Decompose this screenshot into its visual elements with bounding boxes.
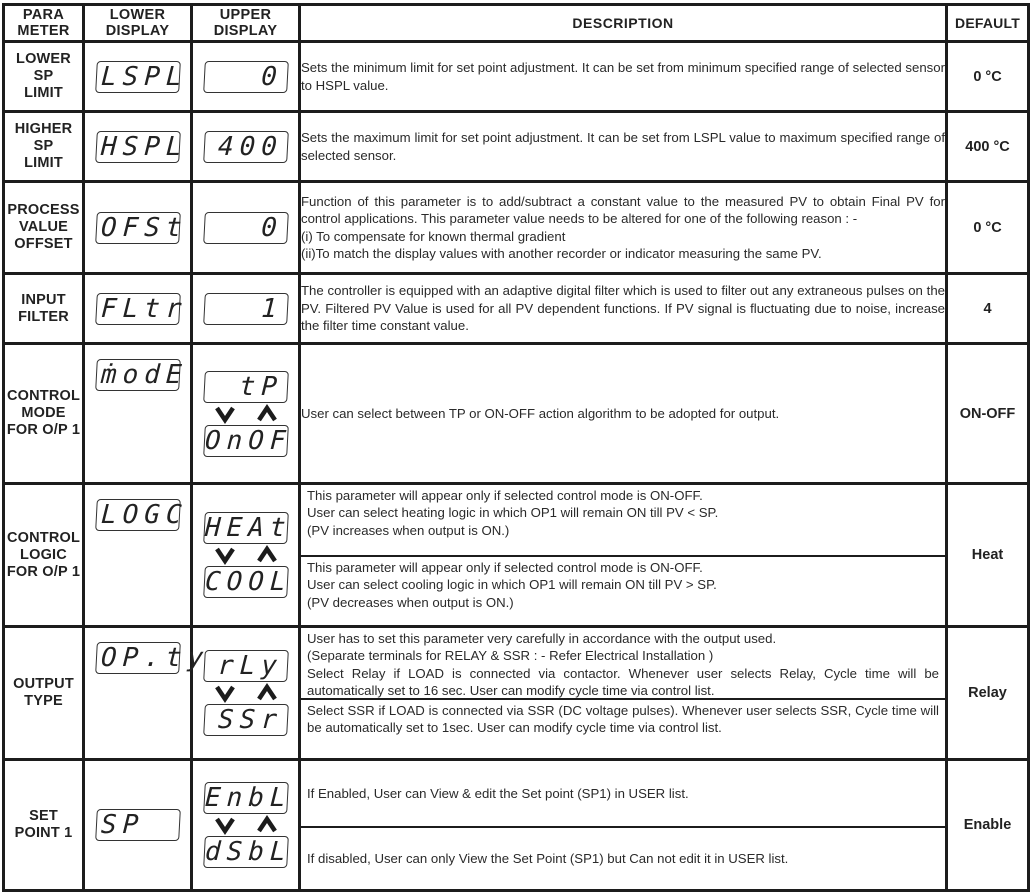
- header-default: DEFAULT: [947, 5, 1029, 42]
- upper-display-lcd: 1: [203, 293, 289, 325]
- parameter-name-line: SET: [29, 808, 58, 824]
- default-value: 0 °C: [947, 42, 1029, 112]
- description-text: Sets the minimum limit for set point adjustment. It can be set from minimum specified range of selected sensor to HSPL value.: [301, 60, 945, 93]
- parameter-row: [4, 484, 1029, 627]
- parameter-table: [2, 3, 1030, 892]
- header-row: [4, 5, 1029, 42]
- parameter-row: [4, 627, 1029, 760]
- parameter-name: [4, 182, 84, 274]
- lower-display-cell: [84, 112, 192, 182]
- upper-display-option-lcd: HEAt: [203, 513, 292, 543]
- parameter-name-line: OFFSET: [14, 236, 73, 252]
- description-text: Select SSR if LOAD is connected via SSR (DC voltage pulses). Whenever user selects SSR, Cycle time will be automatically set to 1sec. User can modify cycle time via control list.: [307, 703, 939, 736]
- description-text: (ii)To match the display values with another recorder or indicator measuring the same PV.: [301, 245, 822, 261]
- scroll-arrows: [216, 682, 276, 704]
- parameter-row: [4, 760, 1029, 891]
- parameter-name-line: FOR O/P 1: [6, 563, 81, 580]
- parameter-name-line: SP: [33, 138, 54, 154]
- upper-display-option-lcd: dSbL: [203, 837, 292, 867]
- parameter-name: [4, 627, 84, 760]
- lower-display-cell: [84, 344, 192, 484]
- lower-display-cell: [84, 760, 192, 891]
- description-text: Function of this parameter is to add/subtract a constant value to the measured PV to obtain Final PV for control applications. This parameter value needs to be altered for one of the following reason : -: [301, 193, 945, 227]
- header-lower-display: LOWER DISPLAY: [84, 5, 192, 42]
- lower-display-lcd: HSPL: [95, 131, 181, 163]
- description-text: This parameter will appear only if selected control mode is ON-OFF.: [307, 488, 703, 503]
- parameter-row: [4, 182, 1029, 274]
- description-option: [301, 761, 945, 826]
- description-text: This parameter will appear only if selected control mode is ON-OFF.: [307, 560, 703, 575]
- description-text: Select Relay if LOAD is connected via contactor. Whenever user selects Relay, Cycle time will be automatically set to 16 sec. User can modify cycle time via control list.: [307, 665, 939, 699]
- upper-display-cell: [192, 760, 300, 891]
- description-text: Sets the maximum limit for set point adjustment. It can be set from LSPL value to maximum specified range of selected sensor.: [301, 130, 945, 163]
- description-option: [301, 485, 945, 555]
- parameter-name: [4, 760, 84, 891]
- default-value: 400 °C: [947, 112, 1029, 182]
- lower-display-cell: [84, 274, 192, 344]
- upper-display-lcd: 0: [203, 61, 289, 93]
- parameter-row: [4, 112, 1029, 182]
- lower-display-cell: [84, 627, 210, 760]
- chevron-up-icon: [258, 817, 276, 833]
- parameter-row: [4, 274, 1029, 344]
- default-value: 0 °C: [947, 182, 1029, 274]
- parameter-row: [4, 344, 1029, 484]
- description-text: User can select cooling logic in which OP1 will remain ON till PV > SP.: [307, 577, 717, 593]
- scroll-arrows: [216, 544, 276, 566]
- lower-display-lcd: OFSt: [95, 212, 181, 244]
- upper-display-option-lcd: COOL: [203, 567, 292, 597]
- description-cell: [300, 760, 947, 891]
- description-cell: [300, 112, 947, 182]
- parameter-name: [4, 274, 84, 344]
- lower-display-lcd: OP.ty: [95, 642, 181, 674]
- description-cell: [300, 182, 947, 274]
- description-option: [301, 826, 945, 889]
- description-text: (i) To compensate for known thermal gradient: [301, 228, 566, 244]
- lower-display-cell: [84, 42, 192, 112]
- chevron-down-icon: [216, 406, 234, 422]
- upper-display-option-lcd: tP: [203, 371, 289, 403]
- parameter-name-line: INPUT: [21, 291, 66, 308]
- upper-display-cell: [192, 112, 300, 182]
- header-upper-display: UPPER DISPLAY: [192, 5, 300, 42]
- parameter-name-line: CONTROL: [6, 388, 81, 404]
- description-text: User can select heating logic in which OP1 will remain ON till PV < SP.: [307, 505, 719, 521]
- default-value: ON-OFF: [947, 344, 1029, 484]
- chevron-up-icon: [258, 406, 276, 422]
- lower-display-lcd: LSPL: [95, 61, 181, 93]
- header-description: DESCRIPTION: [300, 5, 947, 42]
- upper-display-cell: [192, 344, 300, 484]
- parameter-name-line: FILTER: [18, 308, 69, 325]
- upper-display-option-lcd: OnOF: [203, 425, 292, 456]
- description-text: If disabled, User can only View the Set Point (SP1) but Can not edit it in USER list.: [307, 850, 789, 866]
- upper-display-lcd: 0: [203, 212, 289, 244]
- upper-display-option-lcd: SSr: [203, 704, 289, 736]
- parameter-name-line: MODE: [21, 405, 66, 421]
- lower-display-cell: [84, 182, 192, 274]
- description-text: (Separate terminals for RELAY & SSR : - Refer Electrical Installation ): [307, 648, 714, 664]
- upper-display-lcd: 400: [203, 131, 289, 163]
- parameter-name-line: OUTPUT: [13, 676, 74, 692]
- parameter-name: [4, 42, 84, 112]
- default-value: Relay: [947, 627, 1029, 760]
- scroll-arrows: [216, 403, 276, 425]
- upper-display-cell: [192, 182, 300, 274]
- description-text: The controller is equipped with an adaptive digital filter which is used to filter out any extraneous pulses on the PV. Filtered PV Value is used for all PV dependent functions. If PV signal is fluctuating due to noise, increase the filter time constant value.: [301, 283, 945, 334]
- lower-display-lcd: ṁodE: [95, 359, 181, 391]
- description-cell: [300, 42, 947, 112]
- upper-display-option-lcd: rLy: [203, 650, 289, 682]
- description-cell: [300, 274, 947, 344]
- description-text: If Enabled, User can View & edit the Set point (SP1) in USER list.: [307, 785, 689, 801]
- parameter-name-line: PROCESS: [7, 202, 80, 218]
- parameter-name-line: FOR O/P 1: [6, 422, 81, 438]
- chevron-down-icon: [216, 817, 234, 833]
- parameter-name-line: POINT 1: [14, 825, 73, 841]
- description-option: [301, 555, 945, 625]
- description-option: [301, 628, 945, 698]
- chevron-up-icon: [258, 547, 276, 563]
- default-value: 4: [947, 274, 1029, 344]
- chevron-down-icon: [216, 685, 234, 701]
- description-cell: [300, 344, 947, 484]
- parameter-name-line: HIGHER: [14, 121, 73, 137]
- upper-display-option-lcd: EnbL: [203, 783, 292, 813]
- description-text: (PV decreases when output is ON.): [307, 594, 514, 610]
- parameter-name-line: LOGIC: [20, 546, 67, 563]
- lower-display-lcd: FLtr: [95, 293, 181, 325]
- lower-display-cell: [84, 484, 192, 627]
- parameter-row: [4, 42, 1029, 112]
- chevron-up-icon: [258, 685, 276, 701]
- description-text: (PV increases when output is ON.): [307, 522, 510, 538]
- parameter-name: [4, 112, 84, 182]
- lower-display-lcd: SP: [95, 809, 181, 841]
- description-option: [301, 698, 945, 758]
- upper-display-cell: [192, 484, 300, 627]
- description-text: User can select between TP or ON-OFF action algorithm to be adopted for output.: [301, 405, 780, 421]
- parameter-name-line: LOWER: [16, 51, 71, 67]
- description-cell: [300, 484, 947, 627]
- default-value: Heat: [947, 484, 1029, 627]
- parameter-name-line: CONTROL: [6, 529, 81, 546]
- parameter-name-line: LIMIT: [24, 85, 63, 101]
- parameter-name: [4, 484, 84, 627]
- description-text: User has to set this parameter very carefully in accordance with the output used.: [307, 631, 777, 646]
- parameter-name-line: SP: [33, 68, 54, 84]
- default-value: Enable: [947, 760, 1029, 891]
- parameter-name: [4, 344, 84, 484]
- parameter-name-line: LIMIT: [24, 155, 63, 171]
- parameter-name-line: VALUE: [18, 219, 69, 235]
- chevron-down-icon: [216, 547, 234, 563]
- lower-display-lcd: LOGC: [95, 499, 181, 531]
- upper-display-cell: [192, 274, 300, 344]
- upper-display-cell: [192, 42, 300, 112]
- parameter-name-line: TYPE: [24, 693, 63, 709]
- scroll-arrows: [216, 814, 276, 836]
- header-parameter: PARA METER: [4, 5, 84, 42]
- description-cell: [300, 627, 947, 760]
